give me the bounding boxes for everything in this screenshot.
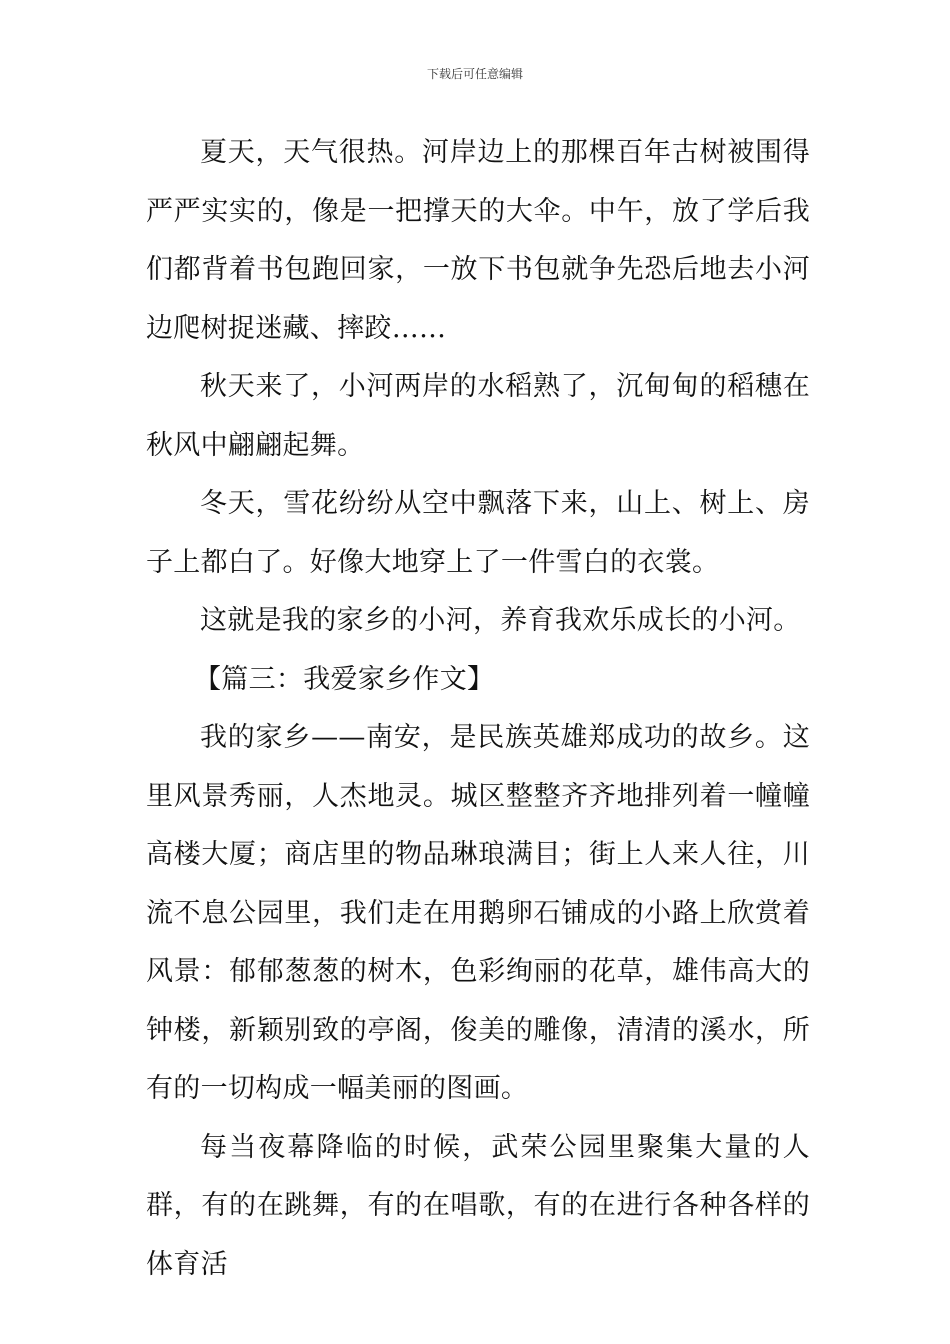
paragraph-summer: 夏天，天气很热。河岸边上的那棵百年古树被围得严严实实的，像是一把撑天的大伞。中午，放了学后我们都背着书包跑回家，一放下书包就争先恐后地去小河边爬树捉迷藏、摔跤…… bbox=[146, 137, 810, 344]
paragraph-autumn: 秋天来了，小河两岸的水稻熟了，沉甸甸的稻穗在秋风中翩翩起舞。 bbox=[146, 371, 810, 461]
paragraph-conclusion: 这就是我的家乡的小河，养育我欢乐成长的小河。 bbox=[200, 605, 801, 636]
paragraph-hometown: 我的家乡——南安，是民族英雄郑成功的故乡。这里风景秀丽，人杰地灵。城区整整齐齐地排列着一幢幢高楼大厦；商店里的物品琳琅满目；街上人来人往，川流不息公园里，我们走在用鹅卵石铺成的小路上欣赏着风景：郁郁葱葱的树木，色彩绚丽的花草，雄伟高大的钟楼，新颖别致的亭阁，俊美的雕像，清清的溪水，所有的一切构成一幅美丽的图画。 bbox=[146, 722, 810, 1104]
document-body bbox=[146, 124, 810, 1294]
paragraph-winter: 冬天，雪花纷纷从空中飘落下来，山上、树上、房子上都白了。好像大地穿上了一件雪白的衣裳。 bbox=[146, 488, 810, 578]
section-heading: 【篇三：我爱家乡作文】 bbox=[194, 663, 495, 695]
paragraph-park-evening: 每当夜幕降临的时候，武荣公园里聚集大量的人群，有的在跳舞，有的在唱歌，有的在进行各种各样的体育活 bbox=[146, 1131, 810, 1280]
page-header: 下载后可任意编辑 bbox=[426, 67, 523, 81]
